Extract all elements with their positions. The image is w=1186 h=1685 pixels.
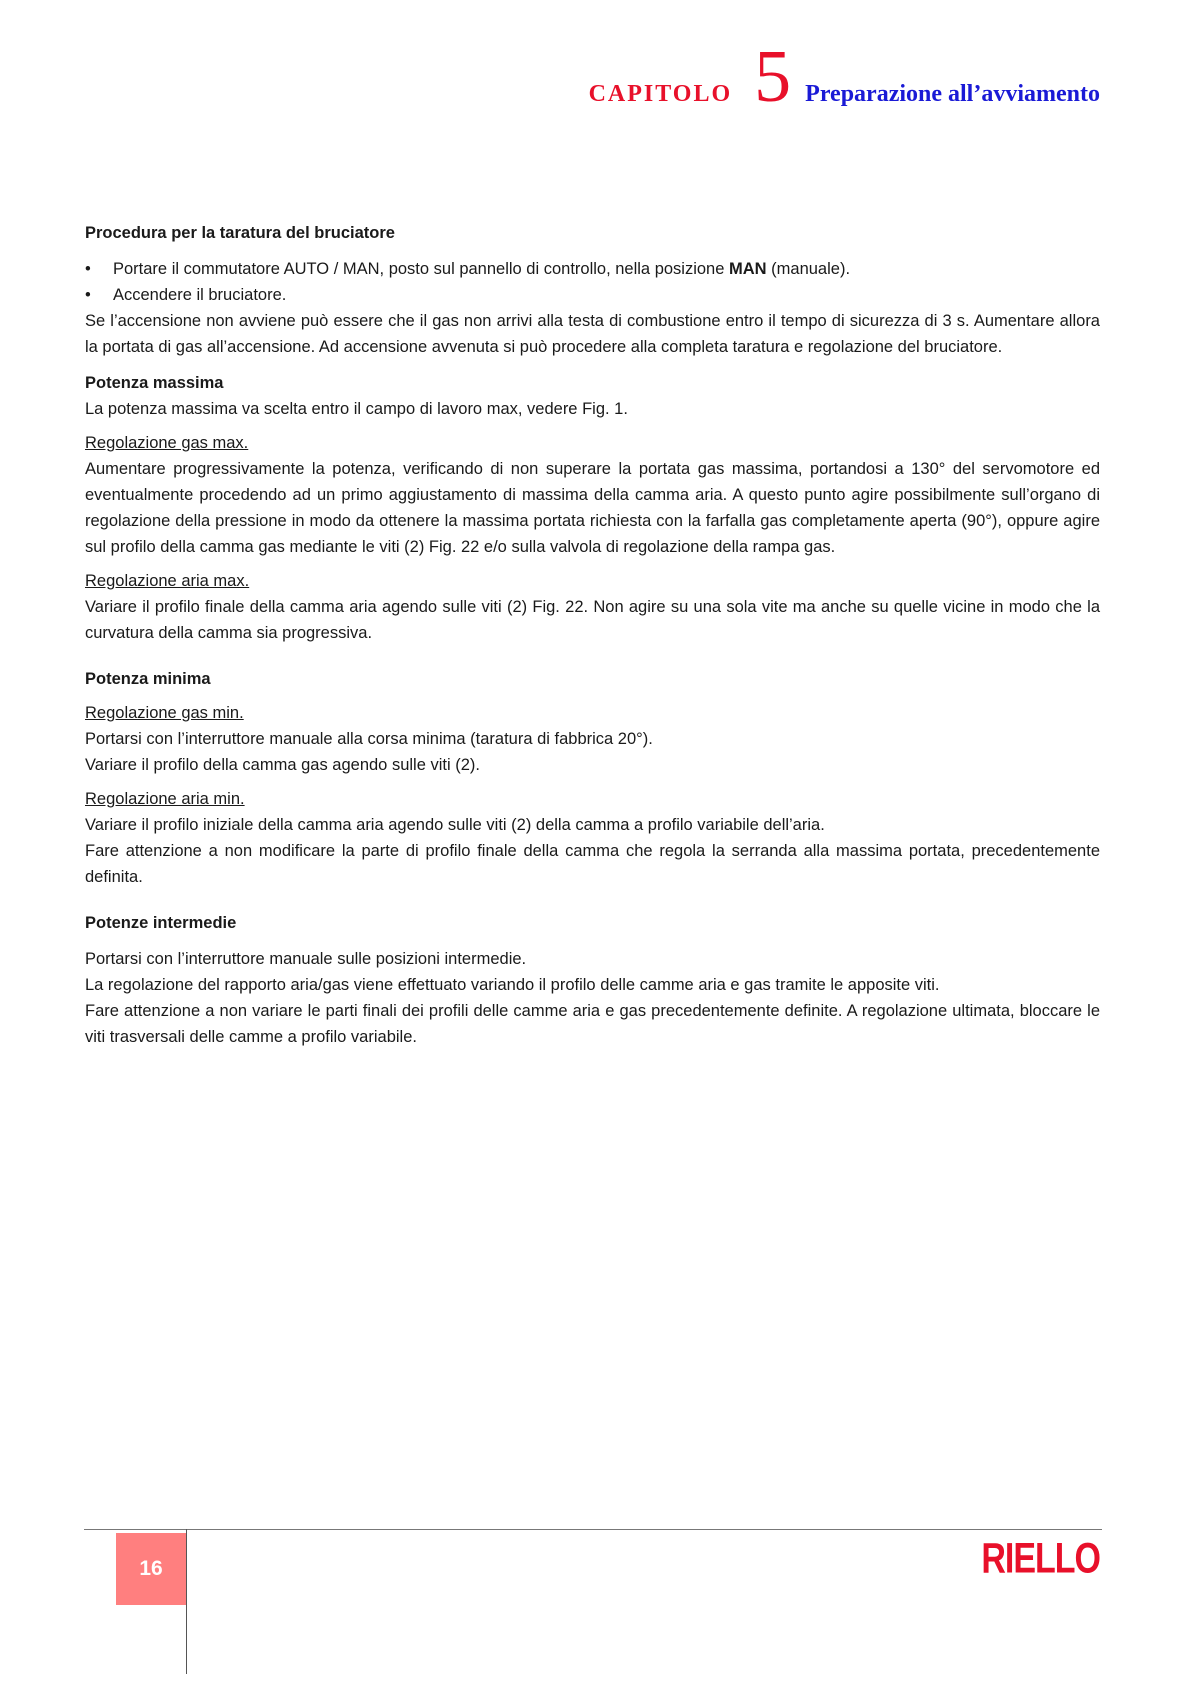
heading-potenza-massima: Potenza massima [85,374,224,392]
list-item-text-end: (manuale). [766,260,851,278]
heading-potenza-minima: Potenza minima [85,670,211,688]
bold-term: MAN [729,260,767,278]
list-item [85,256,1100,282]
bullet-icon: • [85,286,91,304]
riello-logo: RIELLO [981,1535,1100,1583]
paragraph: Variare il profilo iniziale della camma aria agendo sulle viti (2) della camma a profilo variabile dell’aria. [85,816,825,834]
intro-paragraph: Se l’accensione non avviene può essere che il gas non arrivi alla testa di combustione entro il tempo di sicurezza di 3 s. Aumentare allora la portata di gas all’accensione. Ad accensione avvenuta si può procedere alla completa taratura e regolazione del bruciatore. [85,312,1100,356]
paragraph: Aumentare progressivamente la potenza, verificando di non superare la portata gas massima, portandosi a 130° del servomotore ed eventualmente procedendo ad un primo aggiustamento di massima della camma aria. A questo punto agire possibilmente sull’organo di regolazione della pressione in modo da ottenere la massima portata richiesta con la farfalla gas completamente aperta (90°), oppure agire sul profilo della camma gas mediante le viti (2) Fig. 22 e/o sulla valvola di regolazione della rampa gas. [85,460,1100,556]
subheading-gas-max: Regolazione gas max. [85,434,249,452]
chapter-label: CAPITOLO [588,81,733,107]
paragraph: Portarsi con l’interruttore manuale alla corsa minima (taratura di fabbrica 20°). [85,730,653,748]
page-number: 16 [116,1533,186,1605]
subheading-aria-min: Regolazione aria min. [85,790,245,808]
chapter-title: Preparazione all’avviamento [805,81,1100,107]
chapter-header [588,36,1100,118]
footer-vertical-divider [186,1529,187,1674]
paragraph: Variare il profilo finale della camma aria agendo sulle viti (2) Fig. 22. Non agire su una sola vite ma anche su quelle vicine in modo che la curvatura della camma sia progressiva. [85,598,1100,642]
subheading-gas-min: Regolazione gas min. [85,704,244,722]
section-title: Procedura per la taratura del bruciatore [85,224,395,242]
paragraph: La regolazione del rapporto aria/gas viene effettuato variando il profilo delle camme aria e gas tramite le apposite viti. [85,976,940,994]
list-item [85,282,1100,308]
paragraph: Variare il profilo della camma gas agendo sulle viti (2). [85,756,480,774]
page-content [85,220,1100,1050]
paragraph: Fare attenzione a non modificare la parte di profilo finale della camma che regola la serranda alla massima portata, precedentemente definita. [85,842,1100,886]
paragraph: La potenza massima va scelta entro il campo di lavoro max, vedere Fig. 1. [85,400,628,418]
list-item-text [113,256,850,282]
paragraph: Fare attenzione a non variare le parti finali dei profili delle camme aria e gas precedentemente definite. A regolazione ultimata, bloccare le viti trasversali delle camme a profilo variabile. [85,1002,1100,1046]
heading-potenze-intermedie: Potenze intermedie [85,914,237,932]
list-item-text: Accendere il bruciatore. [113,286,287,304]
bullet-icon: • [85,260,91,278]
paragraph: Portarsi con l’interruttore manuale sulle posizioni intermedie. [85,950,527,968]
list-item-text-start: Portare il commutatore AUTO / MAN, posto sul pannello di controllo, nella posizione [113,260,729,278]
subheading-aria-max: Regolazione aria max. [85,572,250,590]
footer-divider [84,1529,1102,1530]
chapter-number: 5 [754,36,792,118]
